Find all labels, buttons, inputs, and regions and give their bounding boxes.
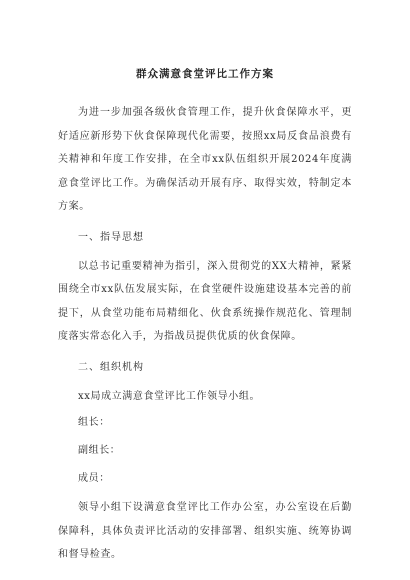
intro-paragraph: 为进一步加强各级伙食管理工作，提升伙食保障水平，更好适应新形势下伙食保障现代化需要，按照xx局反食品浪费有关精神和年度工作安排，在全市xx队伍组织开展2024年度满意食堂评比工作。为确保活动开展有序、取得实效，特制定本方案。 [58, 107, 352, 212]
deputy-leader-field: 副组长： [78, 445, 121, 456]
section-heading-organization: 二、组织机构 [78, 361, 144, 373]
members-field: 成员： [78, 473, 110, 484]
document-title: 群众满意食堂评比工作方案 [136, 68, 274, 80]
guiding-ideology-paragraph: 以总书记重要精神为指引，深入贯彻党的XX大精神，紧紧围绕全市xx队伍发展实际，在食堂硬件设施建设基本完善的前提下，从食堂功能布局精细化、伙食系统操作规范化、管理制度落实常态化入手，为指战员提供优质的伙食保障。 [58, 260, 352, 342]
leader-field: 组长： [78, 417, 110, 428]
organization-paragraph: xx局成立满意食堂评比工作领导小组。 [78, 390, 261, 402]
office-paragraph: 领导小组下设满意食堂评比工作办公室，办公室设在后勤保障科，具体负责评比活动的安排部署、组织实施、统筹协调和督导检查。 [58, 502, 352, 560]
section-heading-guiding-ideology: 一、指导思想 [78, 231, 144, 243]
